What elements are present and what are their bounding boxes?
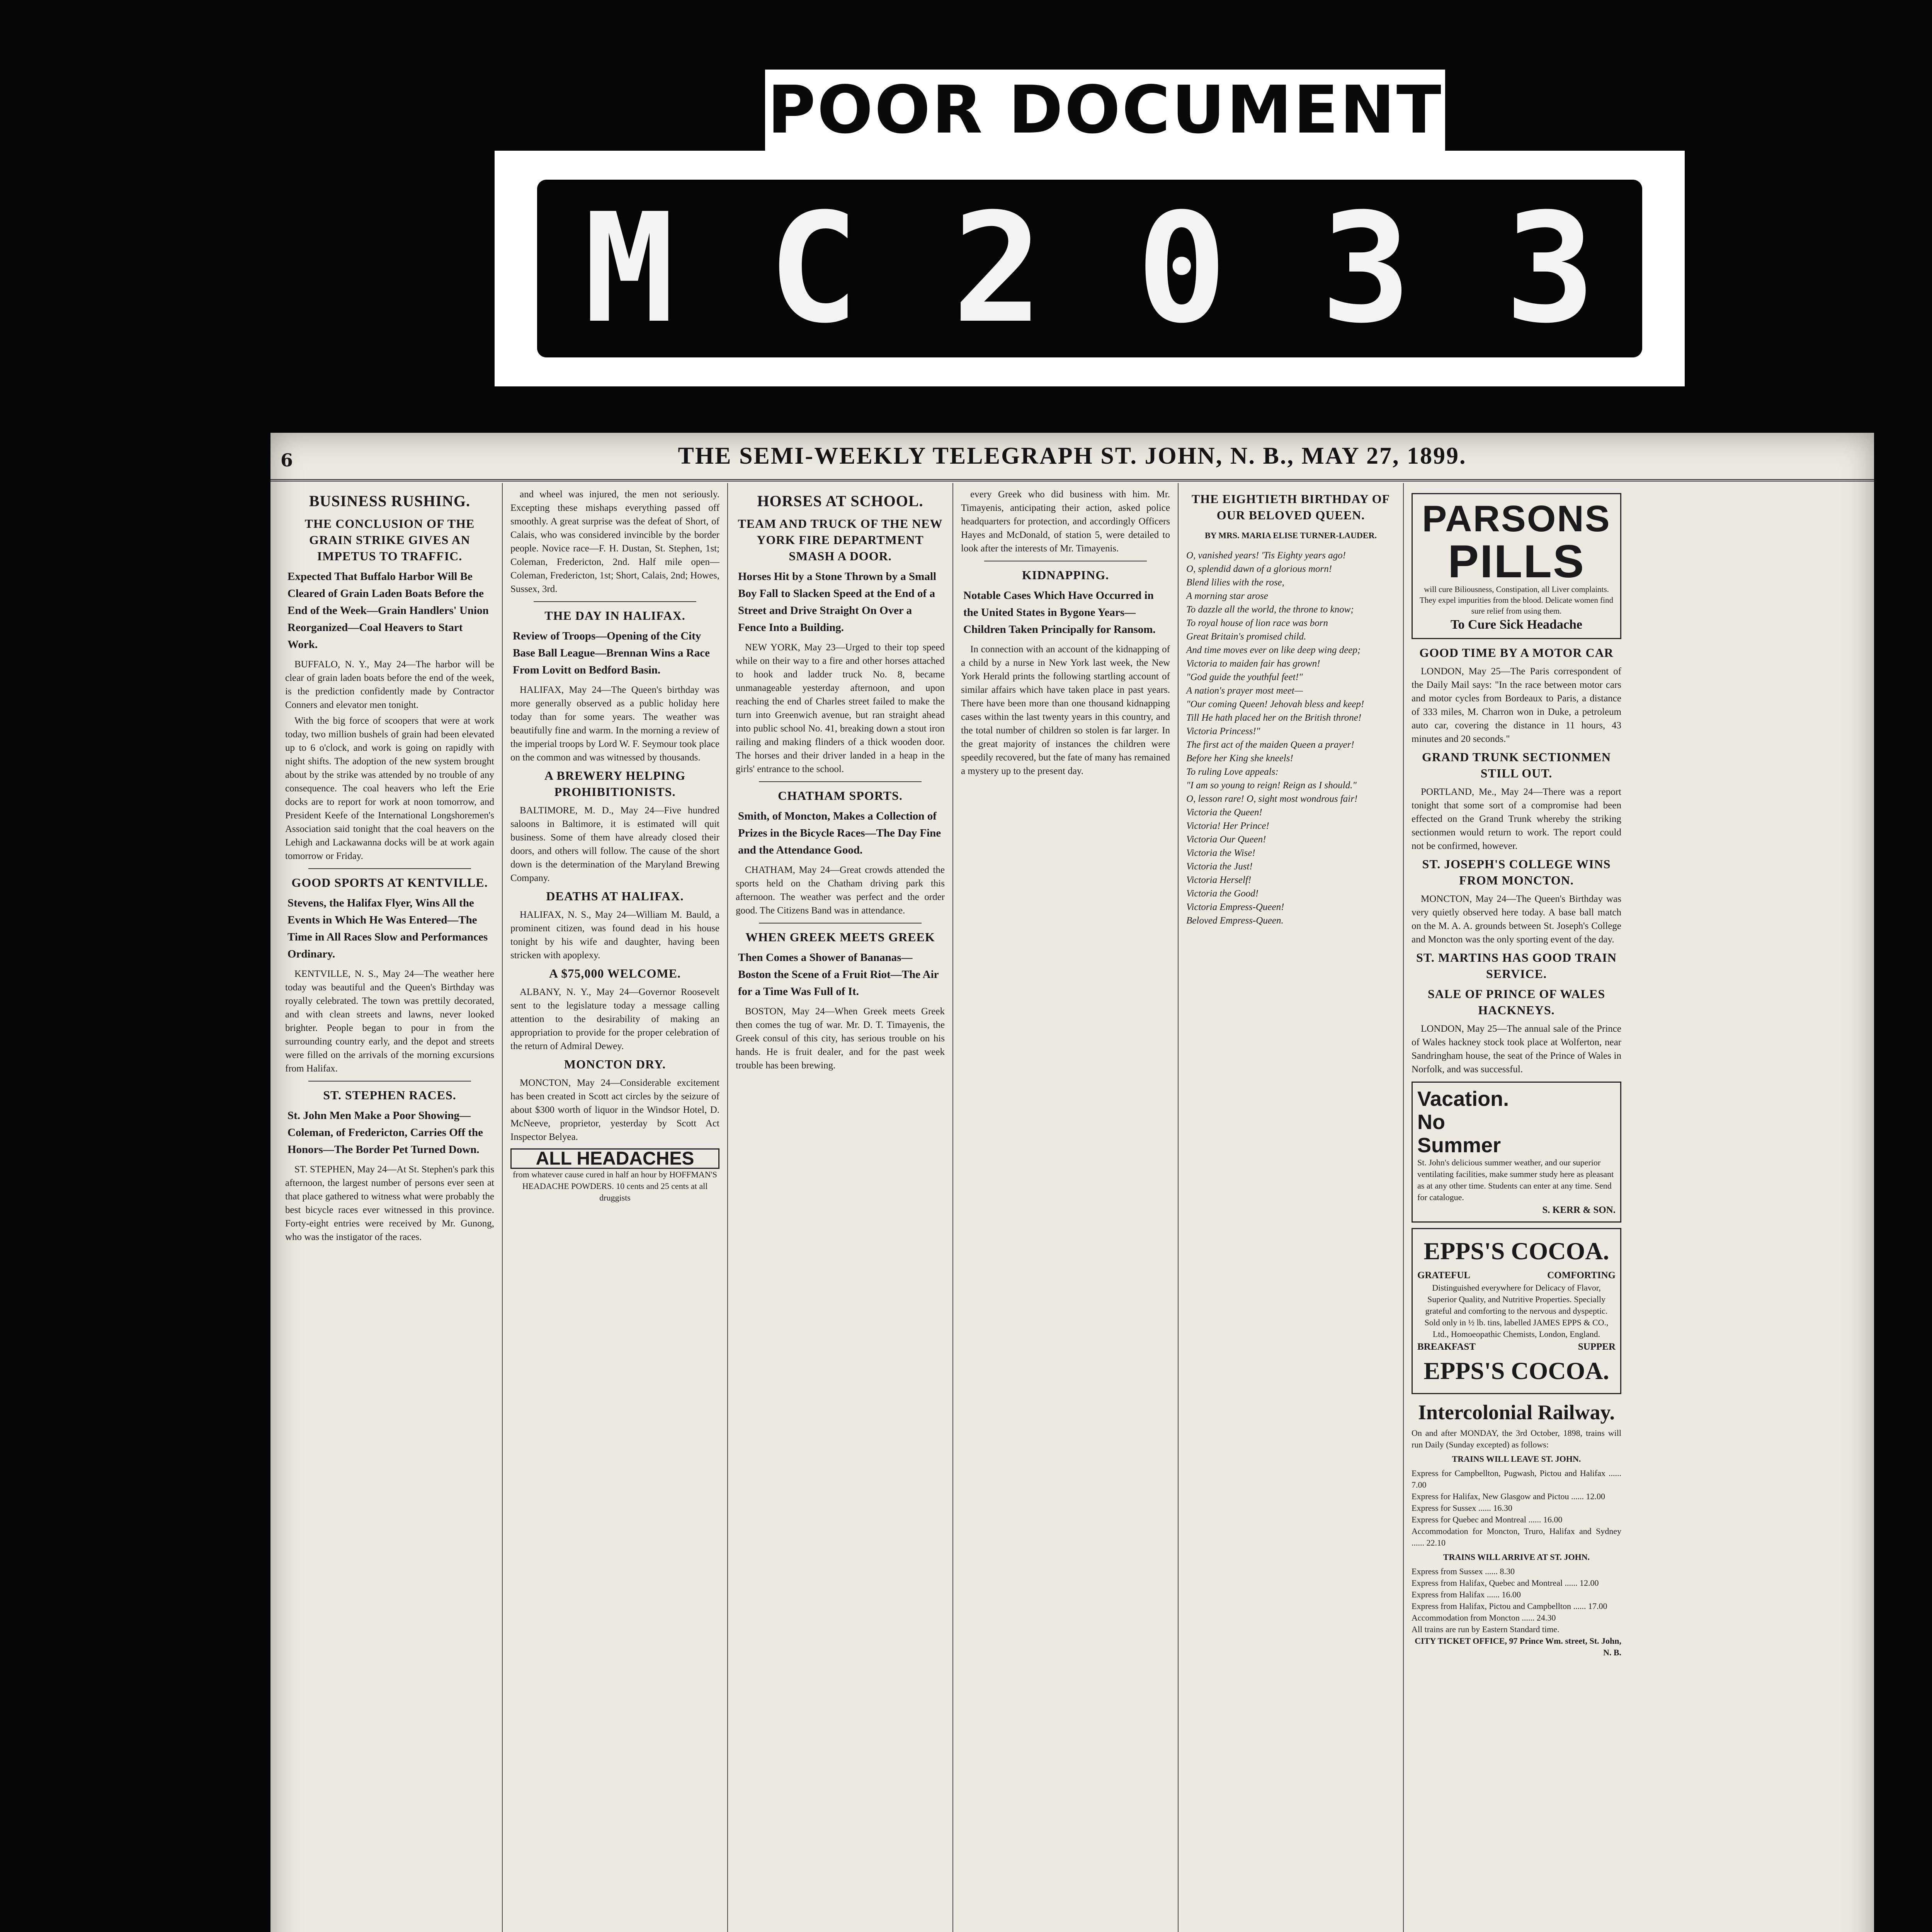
poem-line: Great Britain's promised child. xyxy=(1186,631,1306,642)
newspaper-page xyxy=(270,433,1874,1932)
article-body xyxy=(285,967,494,1075)
headache-ad-title: ALL HEADACHES xyxy=(510,1148,719,1169)
headline-kidnapping: KIDNAPPING. xyxy=(1022,568,1109,582)
paragraph: In connection with an account of the kidnapping of a child by a nurse in New York last week, the New York Herald prints the following startling account of similar affairs which have taken place in past years. There have been more than one thousand kidnapping cases within the last twenty years in this country, and the total number of children so stolen is far larger. In the great majority of instances the children were speedily recovered, but the fate of many has remained a mystery up to the present day. xyxy=(961,644,1170,776)
subdeck: Then Comes a Shower of Bananas—Boston the Scene of a Fruit Riot—The Air for a Time Was Full of It. xyxy=(738,951,939,998)
article-body xyxy=(510,683,719,764)
ad-tag: COMFORTING xyxy=(1547,1270,1616,1281)
column-4 xyxy=(953,483,1179,1932)
railway-title: Intercolonial Railway. xyxy=(1418,1401,1615,1424)
headline-grand-trunk: GRAND TRUNK SECTIONMEN STILL OUT. xyxy=(1422,750,1611,780)
poem-line: To dazzle all the world, the throne to know; xyxy=(1186,604,1354,615)
paragraph: BUFFALO, N. Y., May 24—The harbor will be clear of grain laden boats before the end of the week, is the prediction confidently made by Contractor Conners and elevator men tonight. xyxy=(285,659,494,710)
paragraph: BALTIMORE, M. D., May 24—Five hundred saloons in Baltimore, it is estimated will quit business. Some of them have already closed their doors, and others will follow. The cause of the short down is the determination of the Maryland Brewing Company. xyxy=(510,805,719,883)
ad-tagline: To Cure Sick Headache xyxy=(1451,617,1582,632)
paragraph: BOSTON, May 24—When Greek meets Greek then comes the tug of war. Mr. D. T. Timayenis, the Greek consul of this city, has serious trouble on his hands. He is fruit dealer, and for the past week trouble has been brewing. xyxy=(736,1006,945,1071)
timetable-row: Express for Campbellton, Pugwash, Pictou and Halifax ...... 7.00 xyxy=(1412,1468,1621,1490)
headline-greek: WHEN GREEK MEETS GREEK xyxy=(745,930,935,944)
poem-line: Before her King she kneels! xyxy=(1186,753,1293,764)
article-body xyxy=(961,643,1170,778)
ad-blurb: will cure Biliousness, Constipation, all Liver complaints. They expel impurities from the blood. Delicate women find sure relief from using them. xyxy=(1420,585,1613,616)
paragraph: CHATHAM, May 24—Great crowds attended the sports held on the Chatham driving park this afternoon. The weather was perfect and the order good. The Citizens Band was in attendance. xyxy=(736,865,945,916)
poem-line: A nation's prayer most meet— xyxy=(1186,685,1303,696)
article-body xyxy=(1412,785,1621,853)
article-body xyxy=(510,1076,719,1144)
railway-timetable xyxy=(1412,1566,1621,1624)
ad-tag: BREAKFAST xyxy=(1417,1342,1476,1352)
article-body xyxy=(736,863,945,917)
poem-line: Till He hath placed her on the British throne! xyxy=(1186,713,1362,723)
article-body xyxy=(510,985,719,1053)
headline-moncton-dry: MONCTON DRY. xyxy=(564,1057,666,1071)
ad-title: Vacation. xyxy=(1417,1087,1509,1111)
ad-brand: EPPS'S COCOA. xyxy=(1423,1237,1609,1265)
poem-line: The first act of the maiden Queen a prayer! xyxy=(1186,740,1354,750)
paragraph: LONDON, May 25—The annual sale of the Prince of Wales hackney stock took place at Wolferton, near Sandringham house, the seat of the Prince of Wales in Norfolk, and was successful. xyxy=(1412,1024,1621,1075)
article-body xyxy=(510,488,719,596)
masthead-title: THE SEMI-WEEKLY TELEGRAPH ST. JOHN, N. B., MAY 27, 1899. xyxy=(678,442,1467,469)
paragraph: KENTVILLE, N. S., May 24—The weather here today was beautiful and the Queen's Birthday was royally celebrated. The town was prettily decorated, and with clean streets and lawns, never looked brighter. People began to pour in from the surrounding country early, and the depot and streets were filled on the arrivals of the morning excursions from Halifax. xyxy=(285,969,494,1074)
article-body xyxy=(736,641,945,776)
headline-brewery: A BREWERY HELPING PROHIBITIONISTS. xyxy=(544,769,685,799)
column-3 xyxy=(728,483,953,1932)
paragraph: PORTLAND, Me., May 24—There was a report tonight that some sort of a compromise had been effected on the Grand Trunk whereby the striking sectionmen would return to work. The report could not be confirmed, however. xyxy=(1412,787,1621,851)
headline-motor-car: GOOD TIME BY A MOTOR CAR xyxy=(1419,646,1614,660)
ad-title: No xyxy=(1417,1111,1445,1134)
paragraph: With the big force of scoopers that were at work today, two million bushels of grain had been elevated up to 6 o'clock, and work is going on rapidly with night shifts. The adoption of the new system brought about by the strike was attended by no trouble of any consequence. The coal heavers who left the Erie docks are to report for work at noon tomorrow, and President Keefe of the International Longshoremen's Association said tonight that the coal heavers on the Lehigh and Lackawanna docks will be at work again tomorrow or Friday. xyxy=(285,716,494,861)
film-id-char: 2 xyxy=(952,181,1043,356)
timetable-row: Accommodation from Moncton ...... 24.30 xyxy=(1412,1613,1556,1622)
article-body xyxy=(285,658,494,863)
poem-line: Victoria Empress-Queen! xyxy=(1186,902,1284,912)
ad-body: St. John's delicious summer weather, and our superior ventilating facilities, make summer study here as pleasant as at any other time. Students can enter at any time. Send for catalogue. xyxy=(1417,1158,1614,1202)
railway-timetable xyxy=(1412,1468,1621,1549)
film-id-char: 3 xyxy=(1320,181,1412,356)
paragraph: MONCTON, May 24—The Queen's Birthday was very quietly observed here today. A base ball match on the M. A. A. grounds between St. Joseph's College and Moncton was the only sporting event of the day. xyxy=(1412,894,1621,945)
timetable-row: Express from Sussex ...... 8.30 xyxy=(1412,1566,1515,1576)
subdeck: Review of Troops—Opening of the City Base Ball League—Brennan Wins a Race From Lovitt on Bedford Basin. xyxy=(513,630,710,676)
ad-signature: S. KERR & SON. xyxy=(1542,1205,1616,1215)
paragraph: HALIFAX, N. S., May 24—William M. Bauld, a prominent citizen, was found dead in his house tonight by his wife and daughter, having been stricken with apoplexy. xyxy=(510,910,719,961)
timetable-row: Express from Halifax, Pictou and Campbellton ...... 17.00 xyxy=(1412,1601,1607,1611)
ad-brand: PARSONS xyxy=(1422,498,1611,539)
article-body xyxy=(510,908,719,962)
film-id-char: 0 xyxy=(1136,181,1227,356)
headline-st-josephs: ST. JOSEPH'S COLLEGE WINS FROM MONCTON. xyxy=(1422,857,1611,887)
subdeck: St. John Men Make a Poor Showing—Coleman, of Fredericton, Carries Off the Honors—The Border Pet Turned Down. xyxy=(287,1109,483,1156)
ad-tag: SUPPER xyxy=(1578,1342,1616,1352)
poem-line: Victoria the Queen! xyxy=(1186,807,1262,818)
film-id xyxy=(537,180,1642,357)
film-id-char: 3 xyxy=(1505,181,1596,356)
article-body xyxy=(1412,892,1621,946)
deck: THE CONCLUSION OF THE GRAIN STRIKE GIVES AN IMPETUS TO TRAFFIC. xyxy=(304,517,475,563)
ad-brand: PILLS xyxy=(1447,536,1585,587)
subdeck: Smith, of Moncton, Makes a Collection of Prizes in the Bicycle Races—The Day Fine and the Attendance Good. xyxy=(738,810,941,856)
headache-ad-body: from whatever cause cured in half an hour by HOFFMAN'S HEADACHE POWDERS. 10 cents and 25 cents at all druggists xyxy=(513,1170,717,1202)
divider xyxy=(308,868,471,869)
subdeck: Expected That Buffalo Harbor Will Be Cleared of Grain Laden Boats Before the End of the Week—Grain Handlers' Union Reorganized—Coal Heavers to Start Work. xyxy=(287,570,489,651)
timetable-row: Express for Halifax, New Glasgow and Pictou ...... 12.00 xyxy=(1412,1492,1605,1501)
railway-intro: On and after MONDAY, the 3rd October, 1898, trains will run Daily (Sunday excepted) as follows: xyxy=(1412,1428,1621,1449)
paragraph: NEW YORK, May 23—Urged to their top speed while on their way to a fire and other horses attached to hook and ladder truck No. 8, became unmanageable yesterday afternoon, and upon reaching the end of Charles street failed to make the turn into Greenwich avenue, but ran straight ahead into public school No. 41, breaking down a stout iron railing and making flinders of a thick wooden door. The horses and their driver landed in a heap in the girls' entrance to the school. xyxy=(736,642,945,774)
divider xyxy=(534,601,696,602)
subdeck: Horses Hit by a Stone Thrown by a Small Boy Fall to Slacken Speed at the End of a Street and Drive Straight On Over a Fence Into a Building. xyxy=(738,570,936,634)
timetable-row: Accommodation for Moncton, Truro, Halifax and Sydney ...... 22.10 xyxy=(1412,1526,1621,1548)
headline-hackneys: SALE OF PRINCE OF WALES HACKNEYS. xyxy=(1427,987,1605,1017)
vacation-ad xyxy=(1412,1082,1621,1223)
film-id-char: M xyxy=(583,181,675,356)
poor-document-label: POOR DOCUMENT xyxy=(765,70,1445,151)
paragraph: MONCTON, May 24—Considerable excitement has been created in Scott act circles by the seizure of about $300 worth of liquor in the Windsor Hotel, D. McNeeve, proprietor, yesterday by Scott Act Inspector Belyea. xyxy=(510,1078,719,1142)
paragraph: every Greek who did business with him. Mr. Timayenis, anticipating their action, asked police headquarters for protection, and accordingly Officers Hayes and McDonald, of station 5, were detailed to look after the interests of Mr. Timayenis. xyxy=(961,489,1170,554)
paragraph: LONDON, May 25—The Paris correspondent of the Daily Mail says: "In the race between motor cars and motor cycles from Bordeaux to Paris, a distance of 333 miles, M. Charron won in Duke, a petroleum auto car, covering the distance in 11 hours, 43 minutes and 20 seconds." xyxy=(1412,666,1621,744)
paragraph: HALIFAX, May 24—The Queen's birthday was more generally observed as a public holiday here today than for some years. The weather was beautifully fine and warm. In the morning a review of the imperial troops by Lord W. F. Seymour took place on the common and was witnessed by thousands. xyxy=(510,685,719,763)
subdeck: Notable Cases Which Have Occurred in the United States in Bygone Years—Children Taken Principally for Ransom. xyxy=(963,589,1156,636)
divider xyxy=(759,781,922,782)
paragraph: and wheel was injured, the men not seriously. Excepting these mishaps everything passed off smoothly. A great surprise was the defeat of Short, of Calais, who was considered invincible by the border people. Novice race—F. H. Dustan, St. Stephen, 1st; Coleman, Fredericton, 2nd. Half mile open—Coleman, Fredericton, 1st; Short, Calais, 2nd; Howes, Sussex, 3rd. xyxy=(510,489,719,594)
ad-tag: GRATEFUL xyxy=(1417,1270,1471,1281)
timetable-row: Express for Sussex ...... 16.30 xyxy=(1412,1503,1512,1513)
paragraph: ALBANY, N. Y., May 24—Governor Roosevelt sent to the legislature today a message calling attention to the desirability of making an appropriation to provide for the proper celebration of the return of Admiral Dewey. xyxy=(510,987,719,1051)
timetable-row: Express from Halifax, Quebec and Montreal ...... 12.00 xyxy=(1412,1578,1599,1588)
headline-halifax: THE DAY IN HALIFAX. xyxy=(544,609,685,622)
poem-line: To ruling Love appeals: xyxy=(1186,767,1279,777)
poem-line: "I am so young to reign! Reign as I should." xyxy=(1186,780,1357,791)
poem-line: To royal house of lion race was born xyxy=(1186,618,1328,628)
ad-tags xyxy=(1417,1269,1616,1282)
film-id-char: C xyxy=(768,181,859,356)
article-body xyxy=(1412,665,1621,746)
columns xyxy=(277,483,1867,1932)
article-body xyxy=(1412,1022,1621,1076)
railway-signature: CITY TICKET OFFICE, 97 Prince Wm. street, St. John, N. B. xyxy=(1415,1636,1621,1657)
ad-title: Summer xyxy=(1417,1134,1501,1157)
byline: BY MRS. MARIA ELISE TURNER-LAUDER. xyxy=(1205,531,1377,540)
subdeck: Stevens, the Halifax Flyer, Wins All the Events in Which He Was Entered—The Time in All Races Slow and Performances Ordinary. xyxy=(287,897,488,960)
headline-deaths: DEATHS AT HALIFAX. xyxy=(546,889,684,903)
masthead xyxy=(270,433,1874,481)
ad-brand: EPPS'S COCOA. xyxy=(1423,1357,1609,1384)
railway-subhead: TRAINS WILL ARRIVE AT ST. JOHN. xyxy=(1443,1552,1590,1562)
poem-line: Victoria Princess!" xyxy=(1186,726,1260,736)
headline-st-martins: ST. MARTINS HAS GOOD TRAIN SERVICE. xyxy=(1416,951,1617,981)
column-2 xyxy=(503,483,728,1932)
poem-line: Beloved Empress-Queen. xyxy=(1186,915,1284,926)
railway-footnote: All trains are run by Eastern Standard time. xyxy=(1412,1624,1560,1634)
poem-line: And time moves ever on like deep wing deep; xyxy=(1186,645,1361,655)
poem-line: "Our coming Queen! Jehovah bless and keep! xyxy=(1186,699,1364,709)
deck: TEAM AND TRUCK OF THE NEW YORK FIRE DEPARTMENT SMASH A DOOR. xyxy=(738,517,943,563)
timetable-row: Express from Halifax ...... 16.00 xyxy=(1412,1590,1521,1599)
article-body xyxy=(285,1163,494,1244)
ad-tags xyxy=(1417,1340,1616,1354)
headline-st-stephen: ST. STEPHEN RACES. xyxy=(323,1088,456,1102)
timetable-row: Express for Quebec and Montreal ...... 16.00 xyxy=(1412,1515,1563,1524)
headline-kentville: GOOD SPORTS AT KENTVILLE. xyxy=(291,876,488,889)
poem-line: Blend lilies with the rose, xyxy=(1186,577,1284,588)
column-5 xyxy=(1179,483,1404,1932)
article-body xyxy=(736,1005,945,1072)
poem-line: Victoria Herself! xyxy=(1186,875,1252,885)
headline-chatham: CHATHAM SPORTS. xyxy=(778,789,903,803)
film-id-card xyxy=(495,151,1685,386)
poem-line: Victoria the Just! xyxy=(1186,861,1253,872)
poem-line: O, splendid dawn of a glorious morn! xyxy=(1186,564,1332,574)
poem-line: O, lesson rare! O, sight most wondrous fair! xyxy=(1186,794,1358,804)
poem-line: Victoria the Wise! xyxy=(1186,848,1255,858)
column-1 xyxy=(277,483,503,1932)
headline-horses: HORSES AT SCHOOL. xyxy=(757,492,923,510)
parsons-pills-ad xyxy=(1412,493,1621,639)
paragraph: ST. STEPHEN, May 24—At St. Stephen's park this afternoon, the largest number of persons ever seen at that place gathered to witness what were probably the best bicycle races ever witnessed in this province. Forty-eight entries were received by Mr. Gunong, who was the instigator of the races. xyxy=(285,1164,494,1242)
poem xyxy=(1186,549,1395,927)
article-body xyxy=(510,804,719,885)
poem-line: Victoria Our Queen! xyxy=(1186,834,1266,845)
railway-subhead: TRAINS WILL LEAVE ST. JOHN. xyxy=(1452,1454,1581,1464)
headline-welcome: A $75,000 WELCOME. xyxy=(549,966,681,980)
poem-line: A morning star arose xyxy=(1186,591,1268,601)
headline-business-rushing: BUSINESS RUSHING. xyxy=(309,492,471,510)
ad-body: Distinguished everywhere for Delicacy of Flavor, Superior Quality, and Nutritive Properties. Specially grateful and comforting to the nervous and dyspeptic. Sold only in ½ lb. tins, labelled JAMES EPPS & CO., Ltd., Homoeopathic Chemists, London, England. xyxy=(1424,1283,1609,1339)
page-number: 6 xyxy=(281,450,293,471)
poem-line: Victoria the Good! xyxy=(1186,888,1259,899)
poem-line: Victoria to maiden fair has grown! xyxy=(1186,658,1320,669)
epps-cocoa-ad xyxy=(1412,1228,1621,1394)
poem-line: "God guide the youthful feet!" xyxy=(1186,672,1303,682)
poem-line: Victoria! Her Prince! xyxy=(1186,821,1269,831)
article-body xyxy=(961,488,1170,555)
column-6 xyxy=(1404,483,1629,1932)
headline-birthday-poem: THE EIGHTIETH BIRTHDAY OF OUR BELOVED QUEEN. xyxy=(1191,492,1390,522)
poem-line: O, vanished years! 'Tis Eighty years ago! xyxy=(1186,550,1346,561)
divider xyxy=(308,1081,471,1082)
